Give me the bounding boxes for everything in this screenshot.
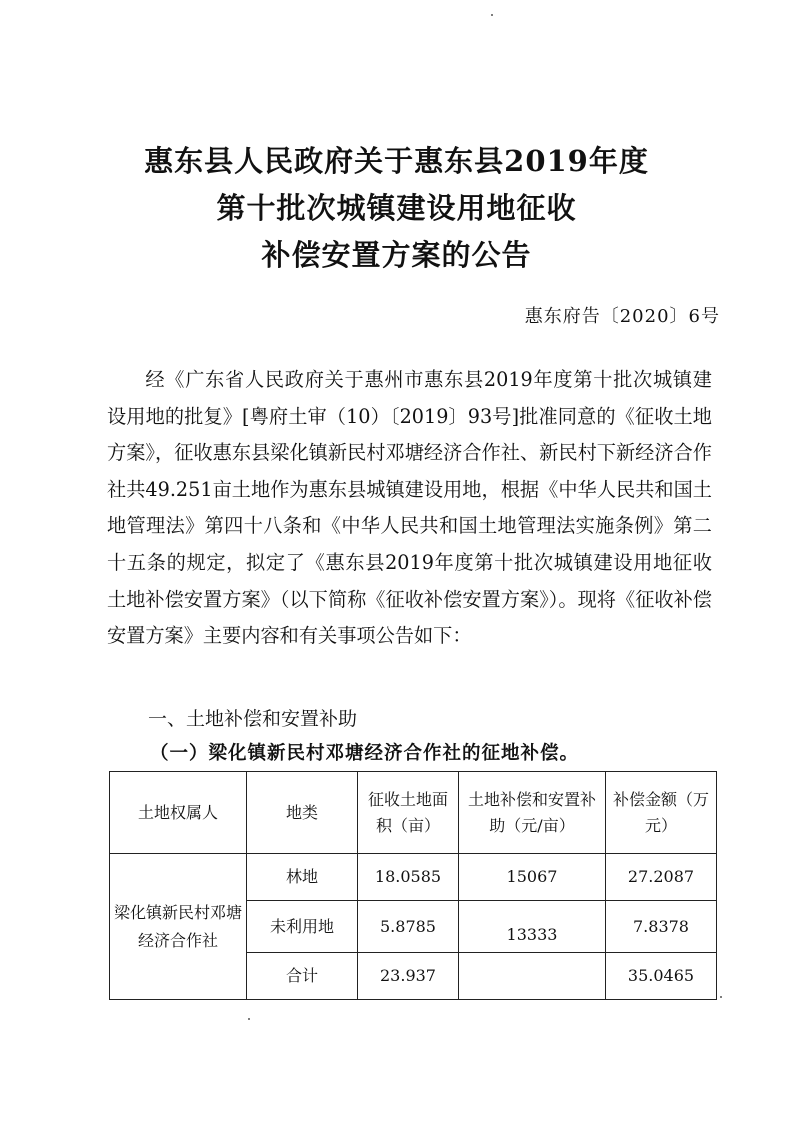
rate-cell: 15067 — [459, 854, 606, 901]
table-row — [110, 854, 717, 901]
rate-cell — [459, 953, 606, 1000]
owner-cell: 梁化镇新民村邓塘经济合作社 — [110, 854, 247, 1000]
section-heading-1: 一、土地补偿和安置补助 — [148, 708, 358, 730]
amount-cell: 7.8378 — [606, 901, 717, 953]
land-type-cell: 林地 — [247, 854, 358, 901]
area-cell: 18.0585 — [358, 854, 459, 901]
header-amount: 补偿金额（万元） — [606, 772, 717, 854]
header-area: 征收土地面积（亩） — [358, 772, 459, 854]
header-owner: 土地权属人 — [110, 772, 247, 854]
land-type-cell: 合计 — [247, 953, 358, 1000]
amount-cell: 27.2087 — [606, 854, 717, 901]
amount-cell: 35.0465 — [606, 953, 717, 1000]
announcement-paragraph: 经《广东省人民政府关于惠州市惠东县2019年度第十批次城镇建设用地的批复》[粤府土审（10）〔2019〕93号]批准同意的《征收土地方案》，征收惠东县梁化镇新民村邓塘经济合作社、新民村下新经济合作社共49.251亩土地作为惠东县城镇建设用地，根据《中华人民共和国土地管理法》第四十八条和《中华人民共和国土地管理法实施条例》第二十五条的规定，拟定了《惠东县2019年度第十批次城镇建设用地征收土地补偿安置方案》（以下简称《征收补偿安置方案》）。现将《征收补偿安置方案》主要内容和有关事项公告如下： — [107, 368, 712, 648]
header-land-type: 地类 — [247, 772, 358, 854]
land-type-cell: 未利用地 — [247, 901, 358, 953]
header-rate: 土地补偿和安置补助（元/亩） — [459, 772, 606, 854]
document-number: 惠东府告〔2020〕6号 — [524, 306, 720, 327]
title-line-3: 补偿安置方案的公告 — [261, 238, 532, 272]
compensation-table — [109, 771, 717, 1000]
body-text — [107, 362, 712, 655]
area-cell: 23.937 — [358, 953, 459, 1000]
title-line-2: 第十批次城镇建设用地征收 — [216, 191, 577, 225]
scan-speck — [248, 1018, 250, 1020]
scan-speck — [491, 14, 493, 16]
scan-speck — [720, 996, 722, 998]
subsection-heading-1: （一）梁化镇新民村邓塘经济合作社的征地补偿。 — [150, 743, 580, 764]
title-line-1: 惠东县人民政府关于惠东县2019年度 — [144, 144, 649, 178]
area-cell: 5.8785 — [358, 901, 459, 953]
rate-cell: 13333 — [459, 901, 606, 953]
table-header-row — [110, 772, 717, 854]
